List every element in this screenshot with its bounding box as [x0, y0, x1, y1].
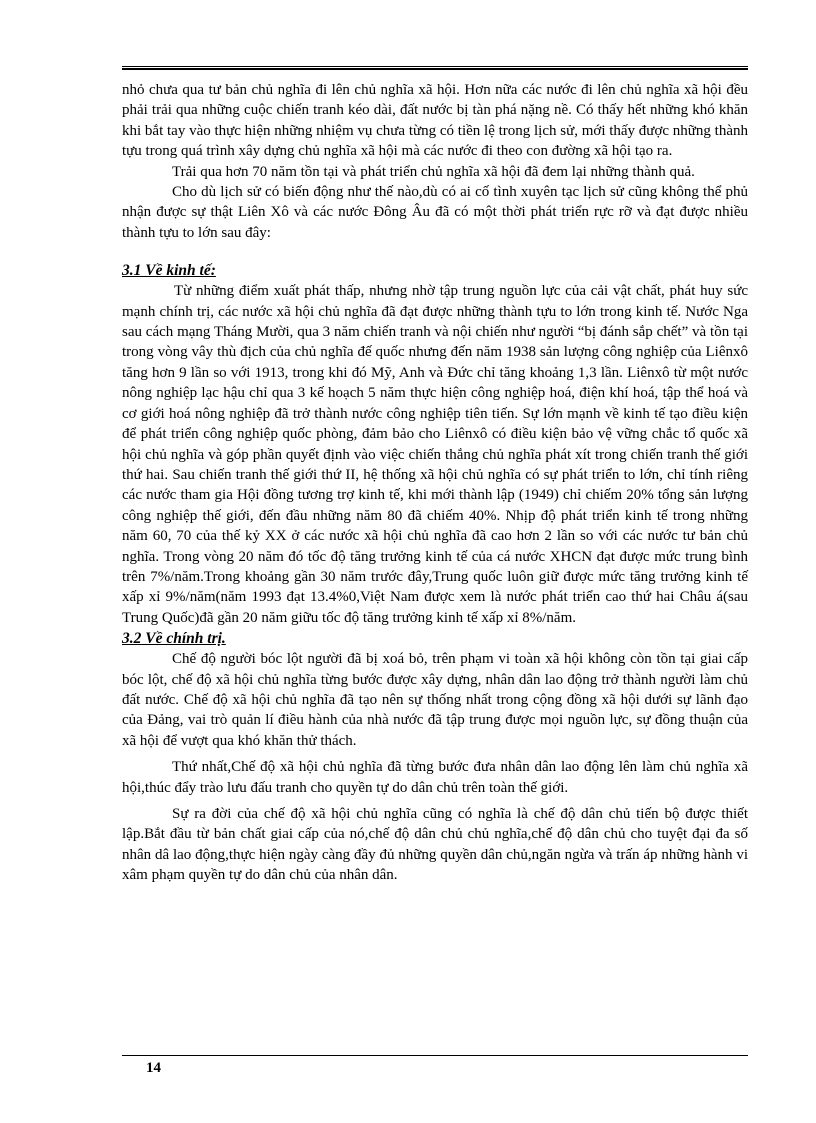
section-heading-economy: 3.1 Về kinh tế:	[122, 262, 216, 280]
document-body	[122, 80, 748, 886]
paragraph: Thứ nhất,Chế độ xã hội chủ nghĩa đã từng bước đưa nhân dân lao động lên làm chủ nghĩa xã hội,thúc đẩy trào lưu đấu tranh cho quyền tự do dân chủ trên toàn thế giới.	[122, 759, 748, 796]
paragraph: Trải qua hơn 70 năm tồn tại và phát triển chủ nghĩa xã hội đã đem lại những thành quả.	[172, 163, 695, 180]
section-heading-politics: 3.2 Về chính trị.	[122, 630, 226, 648]
paragraph: Chế độ người bóc lột người đã bị xoá bỏ, trên phạm vi toàn xã hội không còn tồn tại giai cấp bóc lột, chế độ xã hội chủ nghĩa từng bước được xây dựng, nhân dân lao động trở thành người làm chủ đất nước. Chế độ xã hội chủ nghĩa đã tạo nên sự thống nhất trong cộng đồng xã hội dưới sự lãnh đạo của Đảng, vai trò quản lí điều hành của nhà nước đã tập trung được mọi nguồn lực, sự đồng thuận của xã hội để vượt qua khó khăn thử thách.	[122, 651, 748, 749]
header-rule	[122, 66, 748, 70]
footer-rule	[122, 1055, 748, 1056]
paragraph: Từ những điểm xuất phát thấp, nhưng nhờ tập trung nguồn lực của cải vật chất, phát huy sức mạnh chính trị, các nước xã hội chủ nghĩa đã đạt được những thành tựu to lớn trong kinh tế. Nước Nga sau cách mạng Tháng Mười, qua 3 năm chiến tranh và nội chiến như người “bị đánh sắp chết” và tồn tại trong vòng vây thù địch của chủ nghĩa đế quốc nhưng đến năm 1938 sản lượng công nghiệp của Liênxô tăng hơn 9 lần so với 1913, trong khi đó Mỹ, Anh và Đức chỉ tăng khoảng 1,3 lần. Liênxô từ một nước nông nghiệp lạc hậu chỉ qua 3 kế hoạch 5 năm thực hiện công nghiệp hoá, điện khí hoá, tập thể hoá và cơ giới hoá nông nghiệp đã trở thành nước công nghiệp tiên tiến. Sự lớn mạnh về kinh tế tạo điều kiện để phát triển công nghiệp quốc phòng, đảm bảo cho Liênxô có điều kiện bảo vệ vững chắc tổ quốc xã hội chủ nghĩa và góp phần quyết định vào việc chiến thắng chủ nghĩa phát xít trong chiến tranh thế giới thứ hai. Sau chiến tranh thế giới thứ II, hệ thống xã hội chủ nghĩa có sự phát triển to lớn, chỉ tính riêng các nước tham gia Hội đồng tương trợ kinh tế, khi mới thành lập (1949) chỉ chiếm 20% tổng sản lượng công nghiệp thế giới, đến đầu những năm 80 đã chiếm 40%. Nhịp độ phát triển kinh tế trong những năm 60, 70 của thế kỷ XX ở các nước xã hội chủ nghĩa đã cao hơn 2 lần so với các nước tư bản chủ nghĩa. Trong vòng 20 năm đó tốc độ tăng trưởng kinh tế của cá nước XHCN đạt được mức trung bình trên 7%/năm.Trong khoảng gần 30 năm trước đây,Trung quốc luôn giữ được mức tăng trưởng kinh tế xấp xỉ 9%/năm(năm 1993 đạt 13.4%0,Việt Nam được xem là nước phát triển cao thứ hai Châu á(sau Trung Quốc)đã gần 20 năm giữu tốc độ tăng trưởng kinh tế xấp xỉ 8%/năm.	[122, 283, 748, 626]
paragraph: nhỏ chưa qua tư bản chủ nghĩa đi lên chủ nghĩa xã hội. Hơn nữa các nước đi lên chủ nghĩa xã hội đều phải trải qua những cuộc chiến tranh kéo dài, đất nước bị tàn phá nặng nề. Có thấy hết những khó khăn khi bắt tay vào thực hiện những nhiệm vụ chưa từng có tiền lệ trong lịch sử, mới thấy được những thành tựu trong quá trình xây dựng chủ nghĩa xã hội mà các nước đi theo con đường xã hội tạo ra.	[122, 82, 748, 160]
paragraph: Cho dù lịch sử có biến động như thế nào,dù có ai cố tình xuyên tạc lịch sử cũng không thể phủ nhận được sự thật Liên Xô và các nước Đông Âu đã có một thời phát triển rực rỡ và đạt được nhiều thành tựu to lớn sau đây:	[122, 184, 748, 241]
paragraph: Sự ra đời của chế độ xã hội chủ nghĩa cũng có nghĩa là chế độ dân chủ tiến bộ được thiết lập.Bắt đầu từ bản chất giai cấp của nó,chế độ dân chủ chủ nghĩa,chế độ dân chủ cho tuyệt đại đa số nhân dâ lao động,thực hiện ngày càng đầy đủ những quyền dân chủ,ngăn ngừa và trấn áp những hành vi xâm phạm quyền tự do dân chủ của nhân dân.	[122, 806, 748, 884]
page-number: 14	[146, 1060, 161, 1076]
